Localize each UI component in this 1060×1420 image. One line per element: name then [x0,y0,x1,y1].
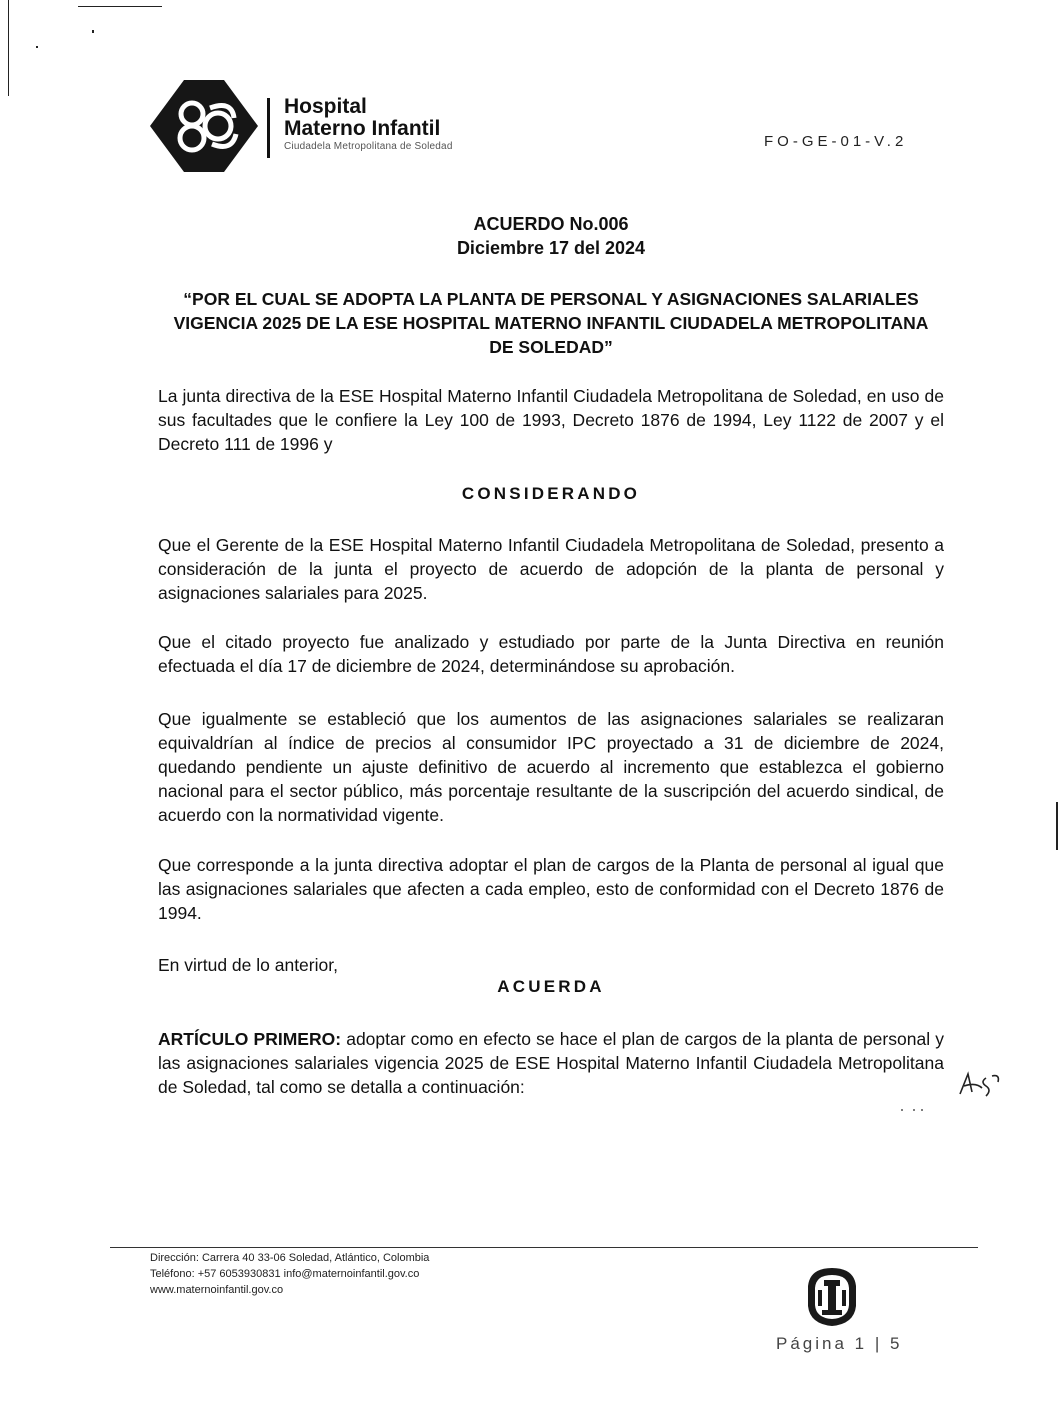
page-number: Página 1 | 5 [776,1334,903,1353]
scan-artifact-dots [900,1108,924,1112]
form-code: FO-GE-01-V.2 [764,133,908,150]
intro-paragraph: La junta directiva de la ESE Hospital Materno Infantil Ciudadela Metropolitana de Soledad, en uso de sus facultades que le confiere la Ley 100 de 1993, Decreto 1876 de 1994, Ley 1122 de 2007 y el Decreto 111 de 1996 y [158,386,944,454]
footer-divider [110,1247,978,1248]
hospital-logo-mark-icon [148,78,260,174]
considerando-paragraph: Que el Gerente de la ESE Hospital Materno Infantil Ciudadela Metropolitana de Soledad, presento a consideración de la junta el proyecto de acuerdo de adopción de la planta de personal y asignaciones salariales para 2025. [158,535,944,603]
scan-artifact-line [1056,802,1058,850]
acuerdo-date: Diciembre 17 del 2024 [456,238,646,258]
scan-artifact-line [78,6,162,7]
hospital-seal-icon [802,1266,862,1328]
considerando-paragraph: Que corresponde a la junta directiva adoptar el plan de cargos de la Planta de personal al igual que las asignaciones salariales que afecten a cada empleo, esto de conformidad con el Decreto 1876 de 1994. [158,855,944,923]
handwritten-initials-icon [956,1068,1004,1100]
scan-artifact-dot [36,46,38,48]
articulo-text: adoptar como en efecto se hace el plan de cargos de la planta de personal y las asignaciones salariales vigencia 2025 de ESE Hospital Materno Infantil Ciudadela Metropolitana de Soledad, tal como se detalla a continuación: [158,1029,944,1097]
logo-name [284,96,440,140]
acuerdo-number: ACUERDO No.006 [473,214,629,234]
hospital-logo [148,78,508,174]
footer-website: www.maternoinfantil.gov.co [150,1284,284,1296]
considerando-paragraph: Que el citado proyecto fue analizado y estudiado por parte de la Junta Directiva en reunión efectuada el día 17 de diciembre de 2024, determinándose su aprobación. [158,632,944,676]
logo-line2: Materno Infantil [284,117,441,140]
logo-subtitle: Ciudadela Metropolitana de Soledad [284,141,453,152]
footer-phone-email: Teléfono: +57 6053930831 info@maternoinfantil.gov.co [150,1268,420,1280]
logo-divider [267,98,270,158]
footer-contact [150,1250,429,1298]
articulo-label: ARTÍCULO PRIMERO: [158,1029,342,1049]
document-title: “POR EL CUAL SE ADOPTA LA PLANTA DE PERSONAL Y ASIGNACIONES SALARIALES VIGENCIA 2025 DE LA ESE HOSPITAL MATERNO INFANTIL CIUDADELA METROPOLITANA DE SOLEDAD” [173,289,929,357]
acuerda-heading: ACUERDA [497,977,605,996]
scan-artifact-dot [92,30,94,33]
articulo-primero [158,1027,944,1099]
considerando-heading: CONSIDERANDO [461,484,641,503]
scan-artifact-line [8,0,9,96]
considerando-paragraph: Que igualmente se estableció que los aumentos de las asignaciones salariales se realizaran equivaldrían al índice de precios al consumidor IPC proyectado a 31 de diciembre de 2024, quedando pendiente un ajuste definitivo de acuerdo al incremento que establezca el gobierno nacional para el sector público, más porcentaje resultante de la suscripción del acuerdo sindical, de acuerdo con la normatividad vigente. [158,709,944,825]
logo-line1: Hospital [284,95,367,118]
en-virtud-line: En virtud de lo anterior, [158,955,338,975]
footer-address: Dirección: Carrera 40 33-06 Soledad, Atlántico, Colombia [150,1252,430,1264]
